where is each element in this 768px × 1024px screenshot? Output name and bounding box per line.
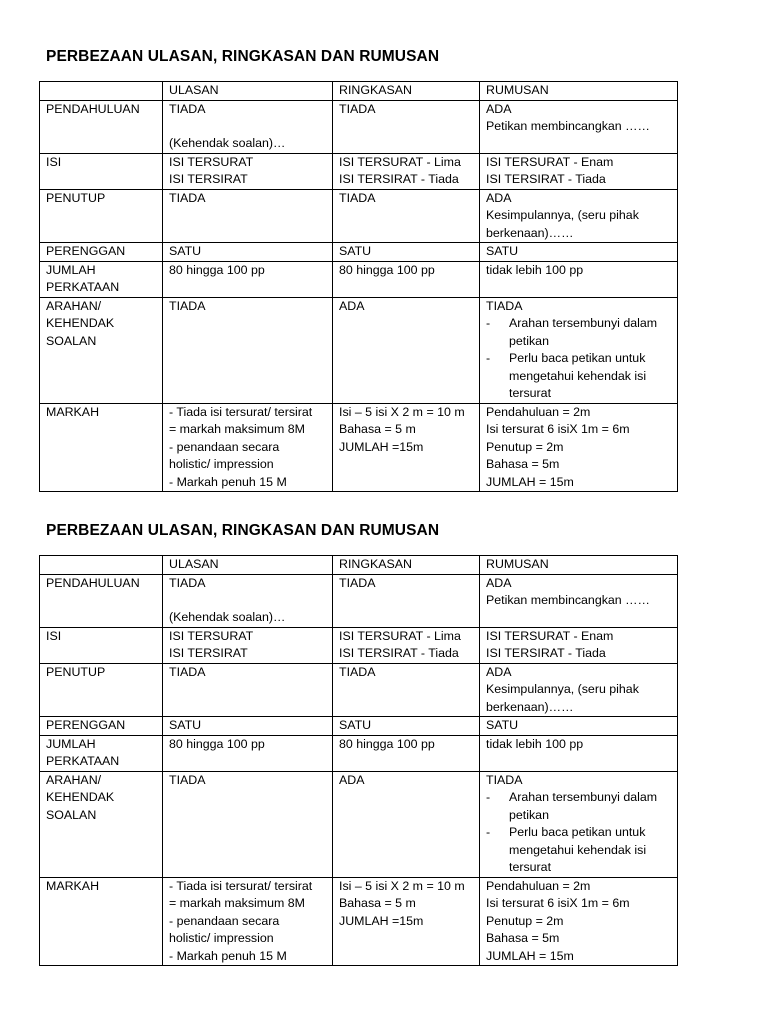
page-title: PERBEZAAN ULASAN, RINGKASAN DAN RUMUSAN [46, 522, 440, 539]
cell-rumusan [480, 663, 678, 717]
table-row-markah [40, 403, 678, 492]
cell-line: Bahasa = 5m [486, 457, 560, 471]
cell-line: - penandaan secara [169, 439, 280, 454]
cell-ringkasan [333, 153, 480, 189]
cell-ulasan [163, 574, 333, 627]
table-row-pendahuluan [40, 574, 678, 627]
cell-line: ADA [486, 101, 512, 116]
cell-line: (Kehendak soalan)… [169, 136, 286, 150]
cell-line: ISI TERSIRAT - Tiada [339, 646, 459, 660]
table-row-isi [40, 153, 678, 189]
row-label-line: ARAHAN/ [46, 298, 102, 313]
row-label [40, 297, 163, 403]
cell-line: Kesimpulannya, (seru pihak [486, 682, 639, 696]
cell-line: JUMLAH =15m [339, 439, 424, 454]
cell-line: (Kehendak soalan)… [169, 610, 286, 624]
header-cell-rumusan: RUMUSAN [480, 556, 678, 575]
header-cell-ringkasan: RINGKASAN [333, 82, 480, 101]
cell-line: Pendahuluan = 2m [486, 878, 591, 893]
cell-line: Pendahuluan = 2m [486, 404, 591, 419]
cell-line: ISI TERSIRAT [169, 172, 248, 186]
cell-rumusan [480, 153, 678, 189]
cell-ulasan: TIADA [163, 663, 333, 717]
row-label-line: JUMLAH [46, 262, 96, 277]
cell-ringkasan: 80 hingga 100 pp [333, 261, 480, 297]
cell-ulasan: TIADA [163, 297, 333, 403]
table-row-perenggan [40, 243, 678, 262]
cell-ulasan [163, 627, 333, 663]
header-cell-rumusan: RUMUSAN [480, 82, 678, 101]
cell-line: ISI TERSIRAT - Tiada [486, 646, 606, 660]
cell-line: Bahasa = 5 m [339, 422, 416, 436]
cell-ringkasan [333, 403, 480, 492]
table-row-penutup [40, 189, 678, 243]
header-cell-ulasan: ULASAN [163, 82, 333, 101]
cell-rumusan: SATU [480, 717, 678, 736]
bullet-list [486, 789, 673, 877]
cell-line: - penandaan secara [169, 913, 280, 928]
cell-ulasan [163, 153, 333, 189]
header-cell-ulasan: ULASAN [163, 556, 333, 575]
cell-line: berkenaan)…… [486, 225, 574, 240]
table-row-jumlah-perkataan [40, 735, 678, 771]
cell-rumusan [480, 771, 678, 877]
cell-ulasan [163, 100, 333, 153]
cell-line: ISI TERSURAT - Enam [486, 628, 614, 643]
cell-ulasan: 80 hingga 100 pp [163, 735, 333, 771]
cell-line: = markah maksimum 8M [169, 896, 305, 910]
cell-rumusan [480, 627, 678, 663]
row-label: PERENGGAN [40, 243, 163, 262]
cell-ulasan: TIADA [163, 189, 333, 243]
cell-ringkasan [333, 877, 480, 966]
row-label [40, 735, 163, 771]
cell-ulasan: SATU [163, 243, 333, 262]
cell-ringkasan: 80 hingga 100 pp [333, 735, 480, 771]
cell-rumusan: tidak lebih 100 pp [480, 261, 678, 297]
cell-line: JUMLAH = 15m [486, 948, 574, 963]
cell-line: ISI TERSIRAT - Tiada [486, 172, 606, 186]
cell-line: Penutup = 2m [486, 439, 564, 454]
row-label: PERENGGAN [40, 717, 163, 736]
row-label-line: SOALAN [46, 333, 97, 348]
header-cell-empty [40, 82, 163, 101]
cell-line: Petikan membincangkan …… [486, 593, 650, 607]
cell-rumusan [480, 297, 678, 403]
row-label: ISI [40, 153, 163, 189]
comparison-table [39, 81, 678, 492]
table-row-markah [40, 877, 678, 966]
cell-line: TIADA [486, 298, 523, 313]
row-label-line: PERKATAAN [46, 280, 120, 294]
cell-ulasan [163, 403, 333, 492]
table-row-isi [40, 627, 678, 663]
cell-line: ISI TERSURAT - Lima [339, 628, 461, 643]
table-row-perenggan [40, 717, 678, 736]
cell-line: ADA [486, 575, 512, 590]
table-row-arahan [40, 771, 678, 877]
table-header-row [40, 556, 678, 575]
table-row-penutup [40, 663, 678, 717]
cell-ringkasan [333, 627, 480, 663]
cell-line: Bahasa = 5m [486, 931, 560, 945]
table-row-jumlah-perkataan [40, 261, 678, 297]
row-label-line: SOALAN [46, 807, 97, 822]
row-label: MARKAH [40, 403, 163, 492]
cell-line: Isi tersurat 6 isiX 1m = 6m [486, 896, 630, 910]
row-label-line: PERKATAAN [46, 754, 120, 768]
cell-rumusan [480, 403, 678, 492]
cell-line: Isi tersurat 6 isiX 1m = 6m [486, 422, 630, 436]
cell-line: ISI TERSURAT [169, 628, 254, 643]
row-label [40, 771, 163, 877]
cell-ulasan: 80 hingga 100 pp [163, 261, 333, 297]
row-label-line: KEHENDAK [46, 316, 115, 330]
page-title: PERBEZAAN ULASAN, RINGKASAN DAN RUMUSAN [46, 48, 440, 65]
cell-line: ISI TERSURAT - Enam [486, 154, 614, 169]
row-label: ISI [40, 627, 163, 663]
row-label-line: JUMLAH [46, 736, 96, 751]
cell-ringkasan: TIADA [333, 100, 480, 153]
table-row-arahan [40, 297, 678, 403]
cell-ulasan: SATU [163, 717, 333, 736]
row-label-line: KEHENDAK [46, 790, 115, 804]
cell-line: ISI TERSURAT - Lima [339, 154, 461, 169]
cell-line: ADA [486, 664, 512, 679]
bullet-item: - Arahan tersembunyi dalam petikan [486, 315, 673, 350]
cell-rumusan [480, 574, 678, 627]
cell-rumusan [480, 100, 678, 153]
cell-line: holistic/ impression [169, 457, 274, 471]
table-header-row [40, 82, 678, 101]
cell-line: - Tiada isi tersurat/ tersirat [169, 878, 313, 893]
cell-line: ISI TERSIRAT [169, 646, 248, 660]
comparison-table [39, 555, 678, 966]
cell-line: ADA [486, 190, 512, 205]
cell-line: ISI TERSIRAT - Tiada [339, 172, 459, 186]
cell-ringkasan: TIADA [333, 189, 480, 243]
cell-ringkasan: SATU [333, 243, 480, 262]
cell-ulasan [163, 877, 333, 966]
cell-line: Kesimpulannya, (seru pihak [486, 208, 639, 222]
cell-ringkasan: TIADA [333, 574, 480, 627]
row-label-line: ARAHAN/ [46, 772, 102, 787]
cell-line: JUMLAH =15m [339, 913, 424, 928]
row-label [40, 261, 163, 297]
cell-line: Bahasa = 5 m [339, 896, 416, 910]
bullet-item: - Perlu baca petikan untuk mengetahui kehendak isi tersurat [486, 824, 673, 877]
cell-line: holistic/ impression [169, 931, 274, 945]
cell-line: TIADA [169, 575, 206, 590]
cell-line: = markah maksimum 8M [169, 422, 305, 436]
row-label: PENUTUP [40, 663, 163, 717]
bullet-item: - Perlu baca petikan untuk mengetahui kehendak isi tersurat [486, 350, 673, 403]
row-label: PENDAHULUAN [40, 574, 163, 627]
cell-line: - Markah penuh 15 M [169, 948, 287, 963]
cell-ringkasan: ADA [333, 297, 480, 403]
header-cell-ringkasan: RINGKASAN [333, 556, 480, 575]
cell-ringkasan: SATU [333, 717, 480, 736]
cell-line: - Markah penuh 15 M [169, 474, 287, 489]
cell-ringkasan: TIADA [333, 663, 480, 717]
cell-line: berkenaan)…… [486, 699, 574, 714]
row-label: MARKAH [40, 877, 163, 966]
cell-rumusan: SATU [480, 243, 678, 262]
cell-rumusan [480, 877, 678, 966]
cell-line: TIADA [486, 772, 523, 787]
cell-line: JUMLAH = 15m [486, 474, 574, 489]
cell-ulasan: TIADA [163, 771, 333, 877]
cell-line: Isi – 5 isi X 2 m = 10 m [339, 878, 465, 893]
cell-line: Petikan membincangkan …… [486, 119, 650, 133]
cell-line: Penutup = 2m [486, 913, 564, 928]
row-label: PENDAHULUAN [40, 100, 163, 153]
cell-line: - Tiada isi tersurat/ tersirat [169, 404, 313, 419]
cell-line: TIADA [169, 101, 206, 116]
cell-line: ISI TERSURAT [169, 154, 254, 169]
row-label: PENUTUP [40, 189, 163, 243]
bullet-list [486, 315, 673, 403]
table-row-pendahuluan [40, 100, 678, 153]
cell-rumusan [480, 189, 678, 243]
cell-line: Isi – 5 isi X 2 m = 10 m [339, 404, 465, 419]
cell-rumusan: tidak lebih 100 pp [480, 735, 678, 771]
bullet-item: - Arahan tersembunyi dalam petikan [486, 789, 673, 824]
cell-ringkasan: ADA [333, 771, 480, 877]
header-cell-empty [40, 556, 163, 575]
